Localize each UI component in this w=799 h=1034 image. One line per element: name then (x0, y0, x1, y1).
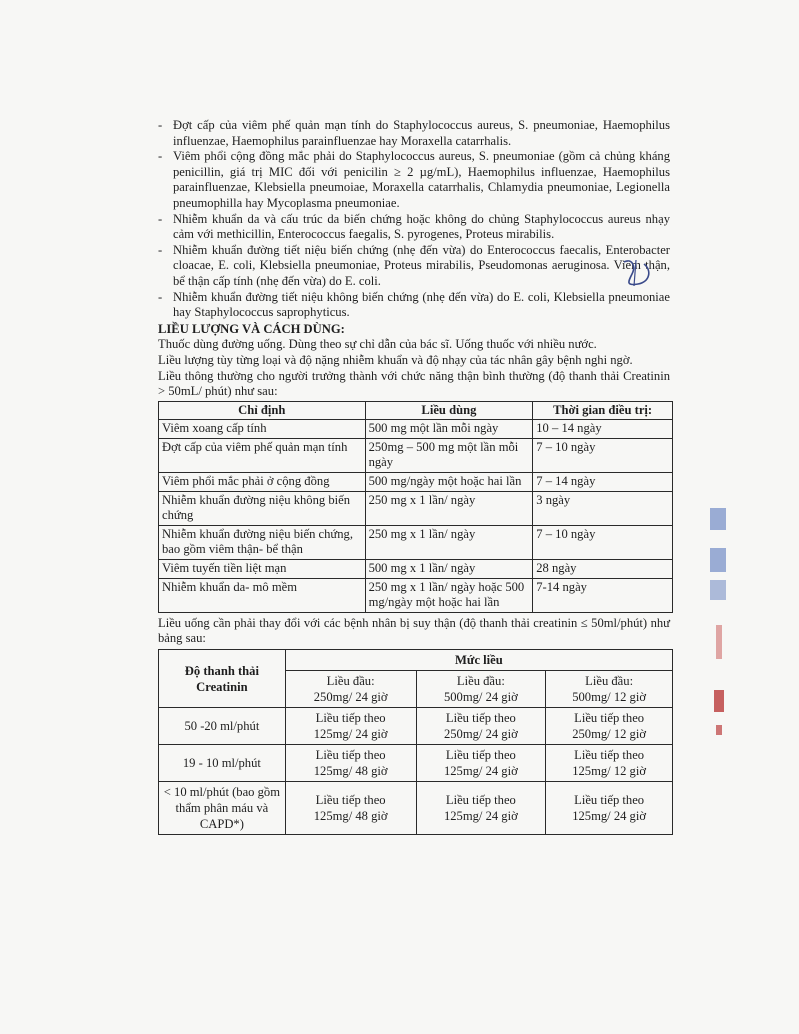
dose-label: Liều tiếp theo (315, 793, 386, 807)
table-row (159, 420, 673, 439)
dose-label: Liều tiếp theo (445, 793, 516, 807)
dose-label: Liều tiếp theo (574, 711, 645, 725)
table-row (159, 560, 673, 579)
dose-cell (285, 782, 416, 835)
indication-cell: Viêm xoang cấp tính (159, 420, 366, 439)
list-item: - Nhiễm khuẩn đường tiết niệu biến chứng (nhẹ đến vừa) do Enterococcus faecalis, Enterobacter cloacae, E. coli, Klebsiella pneumoniae, Proteus mirabilis, Pseudomonas aeruginosa. Viêm thận, bể thận cấp tính (nhẹ đến vừa) do E. coli. (158, 243, 670, 290)
pen-mark-icon (618, 256, 658, 290)
table-row (159, 473, 673, 492)
dose-value: 125mg/ 24 giờ (443, 764, 518, 778)
dose-cell: 250 mg x 1 lần/ ngày hoặc 500 mg/ngày một hoặc hai lần (365, 578, 533, 612)
indication-cell: Nhiễm khuẩn da- mô mềm (159, 578, 366, 612)
dose-value: 125mg/ 12 giờ (572, 764, 647, 778)
dose-cell (285, 708, 416, 745)
document-body (158, 118, 670, 835)
dose-cell (416, 708, 546, 745)
dose-label: Liều đầu: (585, 674, 634, 688)
dose-value: 500mg/ 12 giờ (572, 690, 647, 704)
stamp-mark-icon (710, 548, 726, 572)
section-heading: LIỀU LƯỢNG VÀ CÁCH DÙNG: (158, 321, 345, 336)
table-header-row (159, 650, 673, 671)
paragraph: Liều thông thường cho người trưởng thành với chức năng thận bình thường (độ thanh thải Creatinin > 50mL/ phút) như sau: (158, 368, 670, 399)
clearance-cell: < 10 ml/phút (bao gồm thẩm phân máu và CAPD*) (159, 782, 286, 835)
dose-value: 250mg/ 24 giờ (313, 690, 388, 704)
dose-cell (546, 782, 673, 835)
dose-value: 125mg/ 24 giờ (443, 809, 518, 823)
table-header-row (159, 401, 673, 420)
table-row (159, 578, 673, 612)
dose-label: Liều đầu: (456, 674, 505, 688)
list-item: - Nhiễm khuẩn da và cấu trúc da biến chứng hoặc không do chủng Staphylococcus aureus nhạy cảm với methicillin, Enterococcus faegalis, S. pyrogenes, Proteus mirabilis. (158, 212, 670, 243)
indication-cell: Nhiễm khuẩn đường niệu biến chứng, bao gồm viêm thận- bể thận (159, 525, 366, 559)
dose-value: 125mg/ 24 giờ (313, 727, 388, 741)
margin-stamp-marks (700, 500, 730, 750)
dose-label: Liều đầu: (326, 674, 375, 688)
duration-cell: 7-14 ngày (533, 578, 673, 612)
dose-label: Liều tiếp theo (315, 711, 386, 725)
dose-cell (546, 708, 673, 745)
indication-cell: Viêm tuyến tiền liệt mạn (159, 560, 366, 579)
list-item: - Đợt cấp của viêm phế quản mạn tính do Staphylococcus aureus, S. pneumoniae, Haemophilus influenzae, Haemophilus parainfluenzae hay Moraxella catarrhalis. (158, 118, 670, 149)
initial-dose-cell (416, 671, 546, 708)
paragraph: Liều uống cần phải thay đổi với các bệnh nhân bị suy thận (độ thanh thải creatinin ≤ 50ml/phút) như bảng sau: (158, 615, 670, 646)
table-row (159, 438, 673, 472)
paragraph: Thuốc dùng đường uống. Dùng theo sự chỉ dẫn của bác sĩ. Uống thuốc với nhiều nước. (158, 337, 597, 352)
list-item: - Viêm phổi cộng đồng mắc phải do Staphylococcus aureus, S. pneumoniae (gồm cả chủng kháng penicillin, giá trị MIC đối với penicilin ≥ 2 µg/mL), Haemophilus influenzae, Haemophilus parainfluenzae, Klebsiella pneumoiae, Moraxella catarrhalis, Chlamydia pneumoniae, Legionella pneumophilla hay Mycoplasma pneumoniae. (158, 149, 670, 211)
stamp-mark-icon (714, 690, 724, 712)
column-header: Chỉ định (159, 401, 366, 420)
table-row (159, 708, 673, 745)
clearance-cell: 50 -20 ml/phút (159, 708, 286, 745)
dose-value: 125mg/ 24 giờ (572, 809, 647, 823)
duration-cell: 7 – 14 ngày (533, 473, 673, 492)
dose-cell (546, 745, 673, 782)
dose-cell: 500 mg/ngày một hoặc hai lần (365, 473, 533, 492)
initial-dose-cell (546, 671, 673, 708)
stamp-mark-icon (716, 725, 722, 735)
table-row (159, 525, 673, 559)
stamp-mark-icon (716, 625, 722, 659)
dose-label: Liều tiếp theo (445, 711, 516, 725)
indication-cell: Viêm phổi mắc phải ở cộng đồng (159, 473, 366, 492)
renal-dosage-table (158, 649, 673, 835)
column-header: Thời gian điều trị: (533, 401, 673, 420)
indication-cell: Nhiễm khuẩn đường niệu không biến chứng (159, 491, 366, 525)
initial-dose-cell (285, 671, 416, 708)
table-row (159, 782, 673, 835)
dose-cell: 250 mg x 1 lần/ ngày (365, 491, 533, 525)
duration-cell: 7 – 10 ngày (533, 438, 673, 472)
indication-list (158, 118, 670, 321)
dose-cell: 250mg – 500 mg một lần mỗi ngày (365, 438, 533, 472)
table-row (159, 745, 673, 782)
dose-label: Liều tiếp theo (445, 748, 516, 762)
dosage-table (158, 401, 673, 613)
duration-cell: 10 – 14 ngày (533, 420, 673, 439)
duration-cell: 28 ngày (533, 560, 673, 579)
paragraph: Liều lượng tùy từng loại và độ nặng nhiễm khuẩn và độ nhạy của tác nhân gây bệnh nghi ngờ. (158, 352, 633, 367)
dose-value: 125mg/ 48 giờ (313, 809, 388, 823)
column-header: Liều dùng (365, 401, 533, 420)
stamp-mark-icon (710, 580, 726, 600)
dose-cell (416, 745, 546, 782)
dose-cell: 500 mg x 1 lần/ ngày (365, 560, 533, 579)
dose-value: 500mg/ 24 giờ (443, 690, 518, 704)
dose-cell (416, 782, 546, 835)
dose-label: Liều tiếp theo (574, 748, 645, 762)
dose-value: 250mg/ 12 giờ (572, 727, 647, 741)
clearance-header: Độ thanh thải Creatinin (159, 650, 286, 708)
dose-value: 250mg/ 24 giờ (443, 727, 518, 741)
table-row (159, 491, 673, 525)
duration-cell: 3 ngày (533, 491, 673, 525)
dose-value: 125mg/ 48 giờ (313, 764, 388, 778)
list-item: - Nhiễm khuẩn đường tiết niệu không biến chứng (nhẹ đến vừa) do E. coli, Klebsiella pneumoniae hay Staphylococcus saprophyticus. (158, 290, 670, 321)
duration-cell: 7 – 10 ngày (533, 525, 673, 559)
dose-cell: 500 mg một lần mỗi ngày (365, 420, 533, 439)
stamp-mark-icon (710, 508, 726, 530)
clearance-cell: 19 - 10 ml/phút (159, 745, 286, 782)
indication-cell: Đợt cấp của viêm phế quản mạn tính (159, 438, 366, 472)
dose-label: Liều tiếp theo (315, 748, 386, 762)
dose-level-header: Mức liều (285, 650, 672, 671)
dose-label: Liều tiếp theo (574, 793, 645, 807)
dose-cell (285, 745, 416, 782)
dose-cell: 250 mg x 1 lần/ ngày (365, 525, 533, 559)
